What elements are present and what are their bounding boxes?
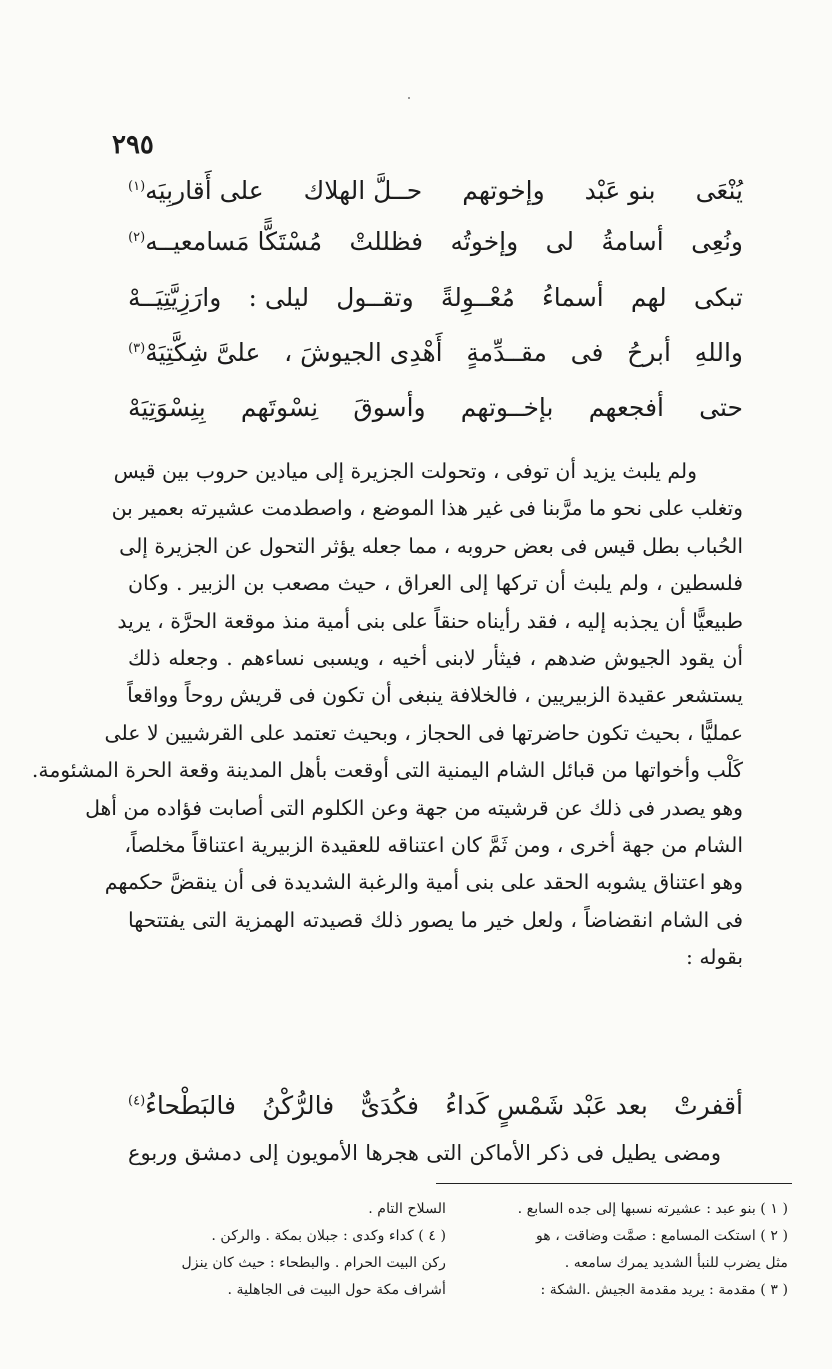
verse-word: مُعْــوِلةً — [440, 283, 515, 312]
verse-word: وإخوتهم — [462, 176, 545, 205]
footnote-divider — [436, 1183, 792, 1184]
verse-line — [128, 330, 743, 376]
verse-word: أسامةُ — [601, 227, 664, 256]
prose-line: فلسطين ، ولم يلبث أن تركها إلى العراق ، حيث مصعب بن الزبير . وكان — [128, 571, 743, 596]
verse-word: مُسْتَكًّا مَسامعيــه(٢) — [128, 227, 323, 256]
prose-paragraph — [31, 453, 743, 976]
verse-word: علىَّ شِكَّتِيَهْ(٣) — [128, 338, 261, 367]
verse-word: واللهِ — [694, 338, 743, 367]
verse-word: حتى — [699, 393, 743, 422]
verse-word: مقــدِّمةٍ — [466, 338, 547, 367]
footnote-line: ( ٤ ) كداء وكدى : جبلان بمكة . والركن . — [211, 1228, 446, 1244]
verse-word: نِسْوتَهم — [240, 393, 319, 422]
prose-line: وهو اعتناق يشوبه الحقد على بنى أمية والرغبة الشديدة فى أن ينقضَّ حكمهم — [104, 870, 743, 895]
verse-line — [128, 168, 743, 214]
prose-line: يستشعر عقيدة الزبيريين ، فالخلافة ينبغى أن تكون فى قريش روحاً وواقعاً — [127, 683, 743, 708]
verse-word: حــلَّ الهلاك — [303, 176, 423, 205]
prose-line: الشام من جهة أخرى ، ومن ثَمَّ كان اعتناقه للعقيدة الزبيرية اعتناقاً مخلصاً، — [124, 832, 743, 857]
prose-line: الحُباب بطل قيس فى بعض حروبه ، مما جعله يؤثر التحول عن الجزيرة إلى — [119, 533, 743, 558]
verse-word: أسماءُ — [542, 283, 604, 312]
prose-line: عمليًّا ، بحيث تكون حاضرتها فى الحجاز ، وبحيث تعتمد على القرشيين لا على — [104, 720, 743, 745]
footnotes-right-column — [470, 1196, 788, 1304]
footnote-line: أشراف مكة حول البيت فى الجاهلية . — [227, 1282, 446, 1298]
verse-word: وتقــول — [336, 283, 414, 312]
verse-word: وأسوقَ — [353, 393, 426, 422]
footnote-line: ( ٣ ) مقدمة : يريد مقدمة الجيش .الشكة : — [540, 1282, 788, 1298]
verse-word: أفجعهم — [588, 393, 664, 422]
verse-word: يُنْعَى — [695, 176, 743, 205]
verse-word: أَهْدِى الجيوشَ ، — [284, 338, 443, 367]
prose-line: فى الشام انقضاضاً ، ولعل خير ما يصور ذلك قصيدته الهمزية التى يفتتحها — [128, 907, 743, 932]
page-number: ٢٩٥ — [112, 130, 154, 160]
verse-word: تبكى — [693, 283, 743, 312]
footnote-line: ( ١ ) بنو عبد : عشيرته نسبها إلى جده السابع . — [517, 1201, 788, 1217]
verse-word: ليلى : — [248, 283, 310, 312]
verse-word: ونُعِى — [691, 227, 743, 256]
quoted-verse — [128, 1080, 743, 1130]
prose-line: وتغلب على نحو ما مرَّبنا فى غير هذا الموضع ، واصطدمت عشيرته بعمير بن — [111, 496, 743, 521]
closing-line: ومضى يطيل فى ذكر الأماكن التى هجرها الأمويون إلى دمشق وربوع — [128, 1141, 721, 1165]
verse-word: أبرحُ — [627, 338, 671, 367]
verse-line — [128, 219, 743, 265]
footnotes — [128, 1196, 788, 1304]
verse-word: بنو عَبْد — [584, 176, 656, 205]
verse-word: فى — [570, 338, 604, 367]
verse-word: فالرُّكْنُ — [262, 1090, 335, 1120]
verse-word: على أَقاربِيَه(١) — [128, 176, 264, 205]
speck-mark — [408, 97, 410, 99]
verse-word: فالبَطْحاءُ$^{(٤)}$ — [128, 1090, 236, 1120]
prose-line: أن يقود الجيوش ضدهم ، فيثأر لابنى أخيه ، ويسبى نساءهم . وجعله ذلك — [128, 645, 743, 670]
prose-line: بقوله : — [685, 945, 743, 970]
prose-line: ولم يلبث يزيد أن توفى ، وتحولت الجزيرة إلى ميادين حروب بين قيس — [113, 459, 697, 483]
footnote-line: السلاح التام . — [368, 1201, 446, 1217]
verse-word: أقفرتْ — [674, 1090, 743, 1120]
footnote-line: ركن البيت الحرام . والبطحاء : حيث كان ينزل — [181, 1255, 446, 1271]
footnote-line: ( ٢ ) استكت المسامع : صمَّت وضاقت ، هو — [535, 1228, 788, 1244]
verse-word: وارَزِيَّتِيَــهْ — [128, 283, 222, 312]
prose-line: وهو يصدر فى ذلك عن قرشيته من جهة وعن الكلوم التى أصابت فؤاده من أهل — [85, 795, 743, 820]
verse-word: بِنِسْوَتِيَهْ — [128, 393, 206, 422]
verse-word: لى — [545, 227, 575, 256]
prose-line: كَلْب وأخواتها من قبائل الشام اليمنية التى أوقعت بأهل المدينة وقعة الحرة المشئومة. — [31, 758, 743, 783]
footnote-marker: (٤) — [128, 1093, 146, 1109]
verse-word: وإخوتُه — [450, 227, 519, 256]
footnotes-left-column — [128, 1196, 446, 1304]
verse-word: فكُدَىٌّ — [360, 1090, 419, 1120]
verse-word: بعد عَبْد شَمْسٍ كَداءُ — [445, 1090, 648, 1120]
verse-word: فظللتْ — [349, 227, 424, 256]
footnote-line: مثل يضرب للنبأ الشديد يمرك سامعه . — [564, 1255, 788, 1271]
verse-word: بإخــوتهم — [460, 393, 554, 422]
verse-line — [128, 385, 743, 431]
verse-line — [128, 275, 743, 321]
verse-word: لهم — [630, 283, 667, 312]
prose-line: طبيعيًّا أن يجذبه إليه ، فقد رأيناه حنقاً على بنى أمية منذ موقعة الحرَّة ، يريد — [117, 608, 743, 633]
